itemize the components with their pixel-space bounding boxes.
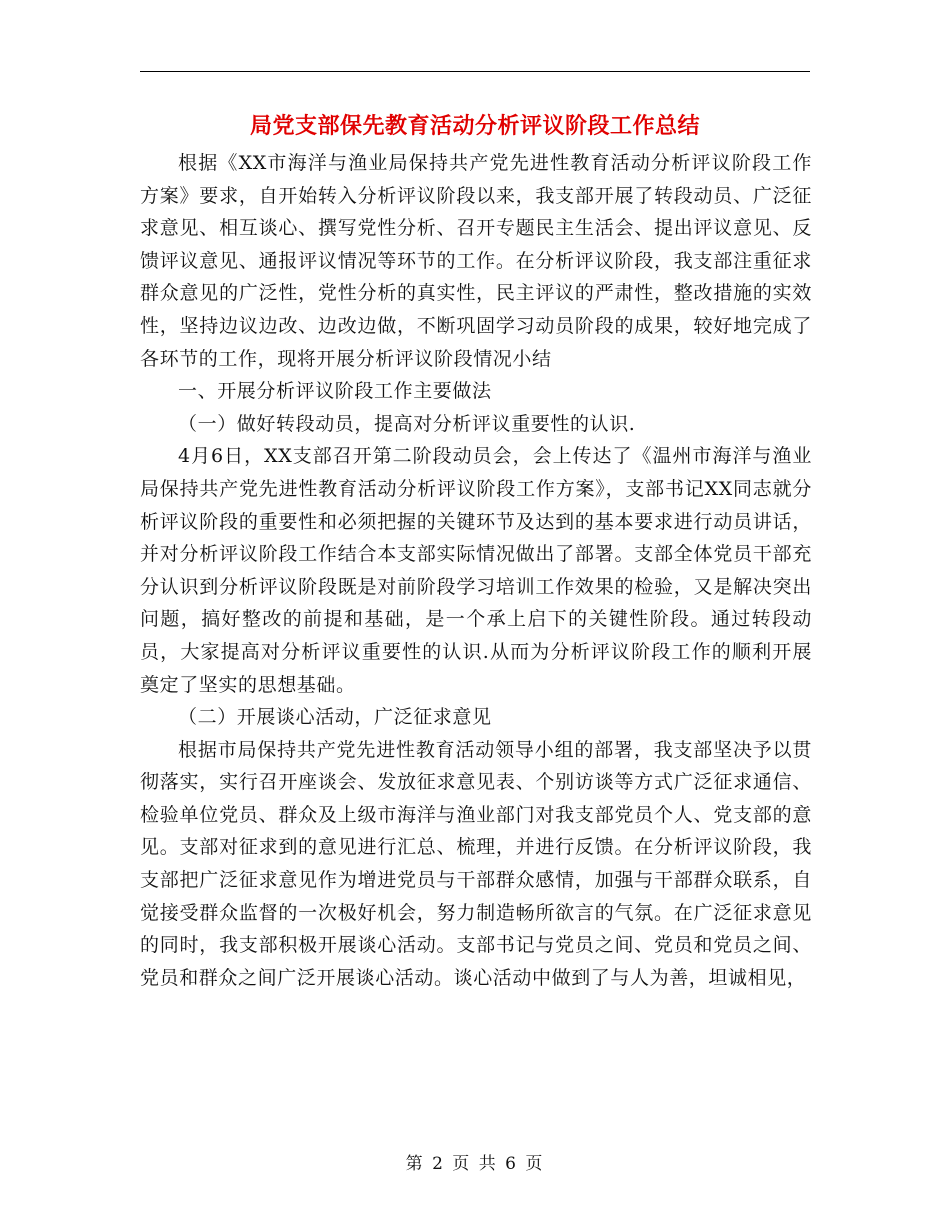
- header-rule: [140, 71, 810, 72]
- paragraph-mobilization: 4月6日，XX支部召开第二阶段动员会，会上传达了《温州市海洋与渔业局保持共产党先进性教育活动分析评议阶段工作方案》，支部书记XX同志就分析评议阶段的重要性和必须把握的关键环节及达到的基本要求进行动员讲话，并对分析评议阶段工作结合本支部实际情况做出了部署。支部全体党员干部充分认识到分析评议阶段既是对前阶段学习培训工作效果的检验，又是解决突出问题，搞好整改的前提和基础，是一个承上启下的关键性阶段。通过转段动员，大家提高对分析评议重要性的认识.从而为分析评议阶段工作的顺利开展奠定了坚实的思想基础。: [140, 445, 812, 696]
- paragraph-opinions: 根据市局保持共产党先进性教育活动领导小组的部署，我支部坚决予以贯彻落实，实行召开座谈会、发放征求意见表、个别访谈等方式广泛征求通信、检验单位党员、群众及上级市海洋与渔业部门对我支部党员个人、党支部的意见。支部对征求到的意见进行汇总、梳理，并进行反馈。在分析评议阶段，我支部把广泛征求意见作为增进党员与干部群众感情，加强与干部群众联系，自觉接受群众监督的一次极好机会，努力制造畅所欲言的气氛。在广泛征求意见的同时，我支部积极开展谈心活动。支部书记与党员之间、党员和党员之间、党员和群众之间广泛开展谈心活动。谈心活动中做到了与人为善，坦诚相见，: [140, 738, 812, 989]
- page-footer: 第 2 页 共 6 页: [405, 1154, 545, 1174]
- subsection-heading-1: （一）做好转段动员，提高对分析评议重要性的认识.: [178, 412, 636, 435]
- document-title: 局党支部保先教育活动分析评议阶段工作总结: [249, 113, 700, 139]
- subsection-heading-2: （二）开展谈心活动，广泛征求意见: [178, 706, 492, 729]
- document-body: [140, 147, 812, 994]
- paragraph-intro: 根据《XX市海洋与渔业局保持共产党先进性教育活动分析评议阶段工作方案》要求，自开始转入分析评议阶段以来，我支部开展了转段动员、广泛征求意见、相互谈心、撰写党性分析、召开专题民主生活会、提出评议意见、反馈评议意见、通报评议情况等环节的工作。在分析评议阶段，我支部注重征求群众意见的广泛性，党性分析的真实性，民主评议的严肃性，整改措施的实效性，坚持边议边改、边改边做，不断巩固学习动员阶段的成果，较好地完成了各环节的工作，现将开展分析评议阶段情况小结: [140, 152, 812, 370]
- section-heading-1: 一、开展分析评议阶段工作主要做法: [178, 380, 492, 403]
